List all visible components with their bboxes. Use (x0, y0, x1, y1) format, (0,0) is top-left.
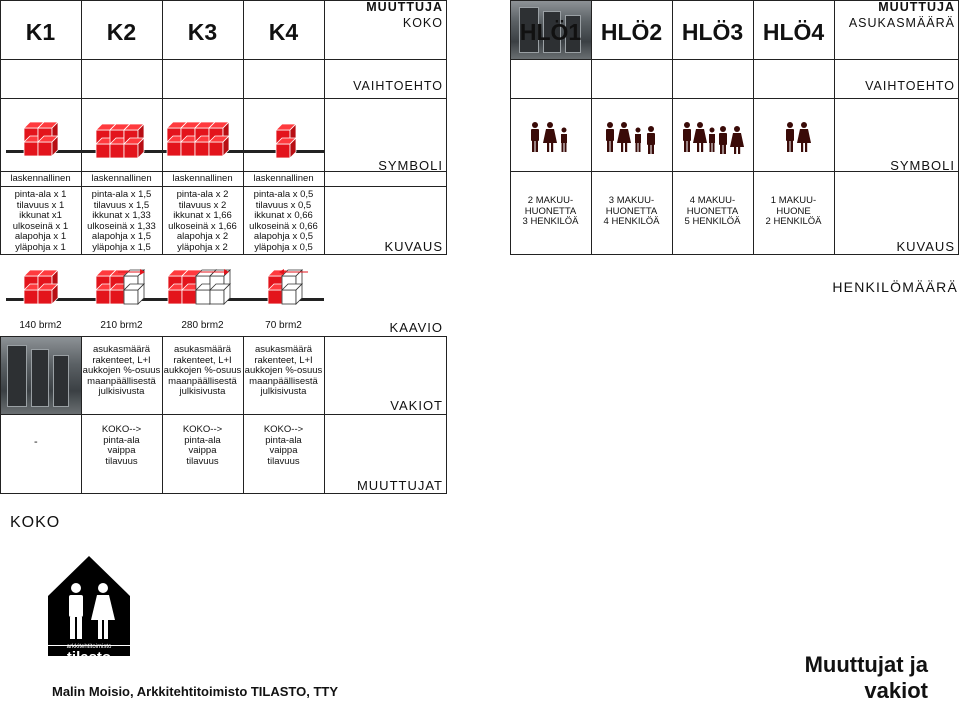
muuttuja-title-left: MUUTTUJA (366, 0, 443, 14)
k1-variables: - (34, 436, 38, 448)
k4-symbol (276, 124, 296, 158)
k4-variables: KOKO--> pinta-ala vaippa tilavuus (263, 424, 304, 467)
house-photo-bottom (1, 337, 81, 414)
k3-constants: asukasmäärä rakenteet, L+I aukkojen %-osuus maanpäällisestä julkisivusta (163, 344, 242, 397)
credit-text: Malin Moisio, Arkkitehtitoimisto TILASTO, TTY (52, 684, 339, 699)
kuvaus-label-right: KUVAUS (896, 239, 955, 254)
footer-title: Muuttujat ja vakiot (804, 652, 928, 703)
hlo3-header: HLÖ3 (681, 19, 744, 45)
symboli-label-left: SYMBOLI (378, 158, 443, 173)
k4-desc-head: laskennallinen (253, 173, 314, 184)
kuvaus-label-left: KUVAUS (384, 239, 443, 254)
hlo3-description: 4 MAKUU- HUONETTA 5 HENKILÖÄ (684, 195, 741, 227)
k2-constants: asukasmäärä rakenteet, L+I aukkojen %-osuus maanpäällisestä julkisivusta (82, 344, 161, 397)
hlo1-description: 2 MAKUU- HUONETTA 3 HENKILÖÄ (522, 195, 579, 227)
hlo4-description: 1 MAKUU- HUONE 2 HENKILÖÄ (765, 195, 822, 227)
hlo1-figures (531, 122, 567, 152)
k2-variables: KOKO--> pinta-ala vaippa tilavuus (101, 424, 142, 467)
hlo4-figures (786, 122, 811, 152)
logo-text-small: arkkitehtitoimisto (66, 644, 112, 650)
k1-header: K1 (25, 19, 56, 45)
k3-symbol (167, 122, 229, 156)
k4-header: K4 (268, 19, 299, 45)
k1-symbol (24, 122, 58, 156)
vaihtoehto-left: VAIHTOEHTO (353, 79, 443, 93)
muuttujat-label: MUUTTUJAT (356, 478, 443, 493)
occupancy-symbols (510, 118, 840, 154)
hlo3-figures (683, 122, 744, 154)
koko-label: KOKO (10, 514, 61, 531)
hlo4-header: HLÖ4 (762, 19, 825, 45)
size-symbols (0, 118, 330, 173)
k1-desc-head: laskennallinen (10, 173, 71, 184)
symboli-label-right: SYMBOLI (890, 158, 955, 173)
k2-diagram (96, 269, 145, 304)
k2-desc-head: laskennallinen (91, 173, 152, 184)
henkilomaara-label: HENKILÖMÄÄRÄ (832, 279, 958, 295)
k1-area: 140 brm2 (19, 320, 62, 331)
kaavio-diagrams (0, 266, 330, 308)
vaihtoehto-right: VAIHTOEHTO (865, 79, 955, 93)
k1-diagram (24, 270, 58, 304)
k3-description: pinta-ala x 2 tilavuus x 2 ikkunat x 1,66 ulkoseinä x 1,66 alapohja x 2 yläpohja x 2 (168, 189, 237, 253)
k2-symbol (96, 124, 144, 158)
k3-diagram (168, 269, 230, 304)
muuttuja-value-left: KOKO (402, 16, 443, 30)
logo-text-big: tilasto (66, 649, 112, 666)
k2-description: pinta-ala x 1,5 tilavuus x 1,5 ikkunat x 1,33 ulkoseinä x 1,33 alapohja x 1,5 yläpohja x 1,5 (87, 189, 156, 253)
k4-constants: asukasmäärä rakenteet, L+I aukkojen %-osuus maanpäällisestä julkisivusta (244, 344, 323, 397)
k4-description: pinta-ala x 0,5 tilavuus x 0,5 ikkunat x 0,66 ulkoseinä x 0,66 alapohja x 0,5 yläpohja x 0,5 (249, 189, 318, 253)
k2-header: K2 (106, 19, 137, 45)
vakiot-label: VAKIOT (390, 398, 443, 413)
hlo2-figures (606, 122, 655, 154)
k3-desc-head: laskennallinen (172, 173, 233, 184)
hlo2-description: 3 MAKUU- HUONETTA 4 HENKILÖÄ (603, 195, 660, 227)
hlo2-header: HLÖ2 (600, 19, 663, 45)
k3-area: 280 brm2 (181, 320, 224, 331)
kaavio-label: KAAVIO (389, 320, 443, 335)
hlo1-header: HLÖ1 (519, 19, 582, 45)
muuttuja-title-right: MUUTTUJA (878, 0, 955, 14)
k3-header: K3 (187, 19, 218, 45)
k4-area: 70 brm2 (265, 320, 302, 331)
muuttuja-value-right: ASUKASMÄÄRÄ (848, 16, 955, 30)
k3-variables: KOKO--> pinta-ala vaippa tilavuus (182, 424, 223, 467)
k2-area: 210 brm2 (100, 320, 143, 331)
k1-description: pinta-ala x 1 tilavuus x 1 ikkunat x1 ulkoseinä x 1 alapohja x 1 yläpohja x 1 (12, 189, 69, 253)
